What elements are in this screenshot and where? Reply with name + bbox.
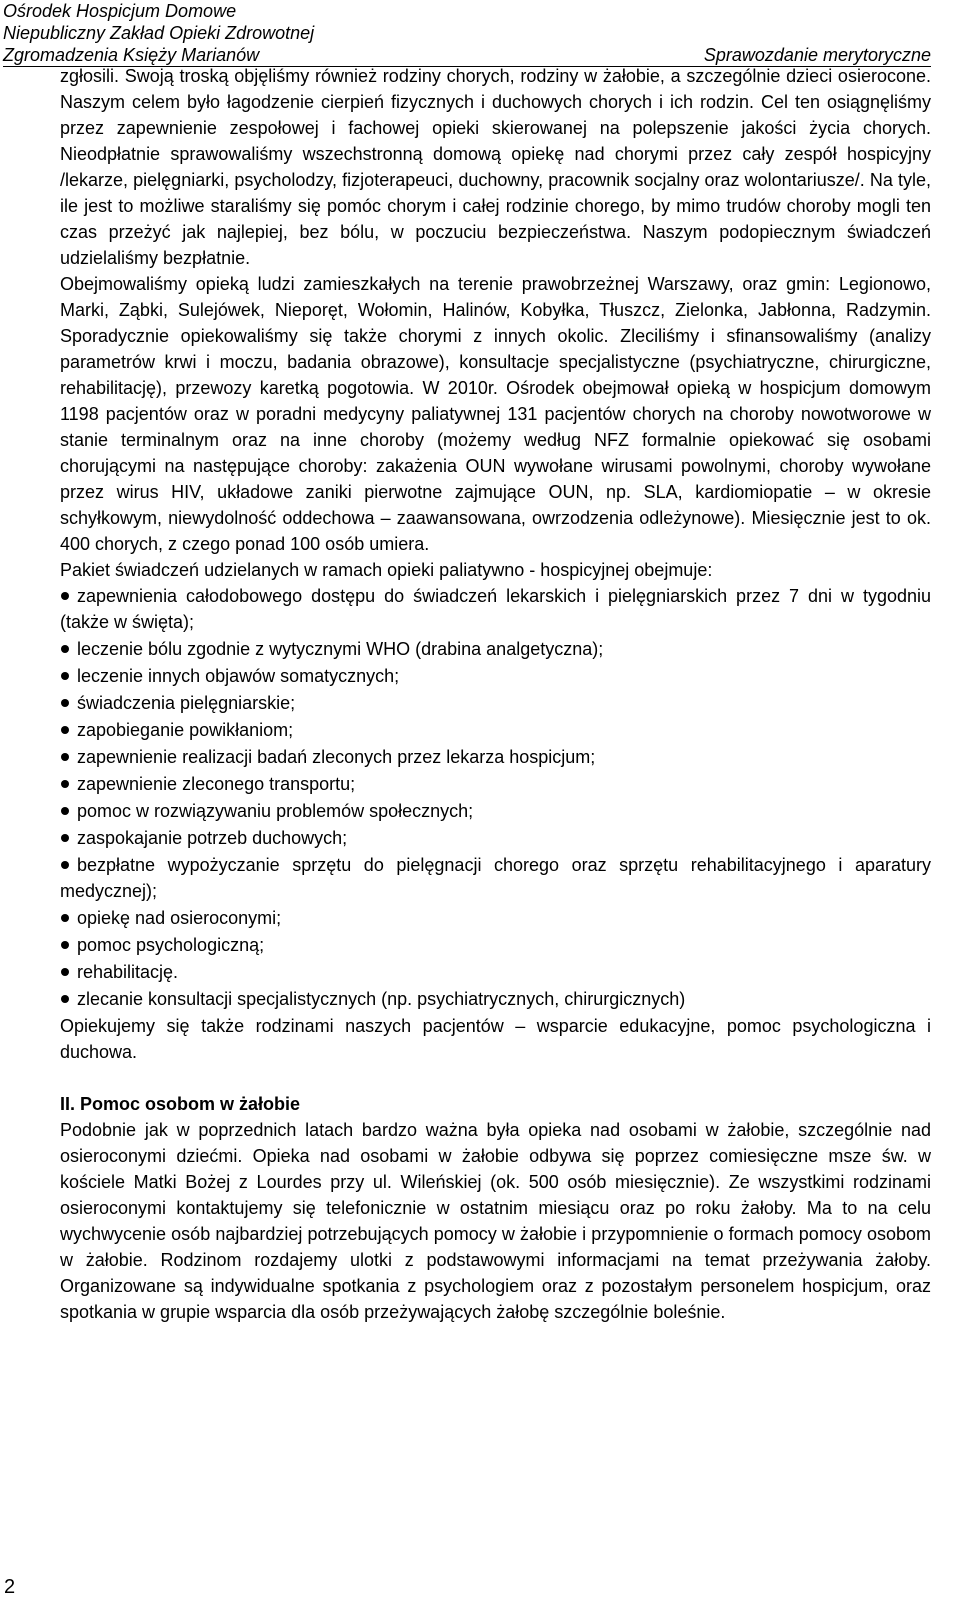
list-item: [60, 690, 931, 716]
list-item-text: zapewnienia całodobowego dostępu do świadczeń lekarskich i pielęgniarskich przez 7 dni w tygodniu (także w święta);: [60, 586, 931, 632]
bullet-icon: [61, 780, 69, 788]
bullet-icon: [61, 807, 69, 815]
page-number: 2: [4, 1576, 16, 1598]
list-item: [60, 959, 931, 985]
list-item: [60, 744, 931, 770]
bullet-icon: [61, 861, 69, 869]
paragraph-coverage: Obejmowaliśmy opieką ludzi zamieszkałych na terenie prawobrzeżnej Warszawy, oraz gmin: Legionowo, Marki, Ząbki, Sulejówek, Nieporęt, Wołomin, Halinów, Kobyłka, Tłuszcz, Zielonka, Jabłonna, Radzymin. Sporadycznie opiekowaliśmy się także chorymi z innych okolic. Zleciliśmy i sfinansowaliśmy (analizy parametrów krwi i moczu, badania obrazowe), konsultacje specjalistyczne (psychiatryczne, chirurgiczne, rehabilitację), przewozy karetką pogotowia. W 2010r. Ośrodek obejmował opieką w hospicjum domowym 1198 pacjentów oraz w poradni medycyny paliatywnej 131 pacjentów chorych na choroby nowotworowe w stanie terminalnym oraz na inne choroby (możemy według NFZ formalnie opiekować się osobami chorującymi na następujące choroby: zakażenia OUN wywołane wirusami powolnymi, choroby wywołane przez wirus HIV, układowe zaniki pierwotne zajmujące OUN, np. SLA, kardiomiopatie – w okresie schyłkowym, niewydolność oddechowa – zaawansowana, owrzodzenia odleżynowe). Miesięcznie jest to ok. 400 chorych, z czego ponad 100 osób umiera.: [60, 274, 931, 554]
bullet-icon: [61, 592, 69, 600]
list-item-text: leczenie bólu zgodnie z wytycznymi WHO (drabina analgetyczna);: [77, 639, 604, 659]
bullet-icon: [61, 968, 69, 976]
bullet-icon: [61, 672, 69, 680]
list-item-text: zlecanie konsultacji specjalistycznych (np. psychiatrycznych, chirurgicznych): [77, 989, 686, 1009]
list-item: [60, 771, 931, 797]
list-item-text: leczenie innych objawów somatycznych;: [77, 666, 400, 686]
list-item-text: zapewnienie zleconego transportu;: [77, 774, 356, 794]
list-item-text: zaspokajanie potrzeb duchowych;: [77, 828, 348, 848]
list-item: [60, 825, 931, 851]
list-item: [60, 905, 931, 931]
list-item-text: opiekę nad osieroconymi;: [77, 908, 282, 928]
services-list: [60, 583, 931, 1012]
header-organization-type: Niepubliczny Zakład Opieki Zdrowotnej: [3, 23, 315, 43]
paragraph-bereavement: Podobnie jak w poprzednich latach bardzo ważna była opieka nad osobami w żałobie, szczególnie nad osieroconymi dziećmi. Opieka nad osobami w żałobie odbywa się poprzez comiesięczne msze św. w kościele Matki Bożej z Lourdes przy ul. Wileńskiej (ok. 500 osób miesięcznie). Ze wszystkimi rodzinami osieroconymi kontaktujemy się telefonicznie w ostatnim miesiącu oraz po roku żałoby. Ma to na celu wychwycenie osób najbardziej potrzebujących pomocy w żałobie i przypomnienie o formach pomocy osobom w żałobie. Rodzinom rozdajemy ulotki z podstawowymi informacjami na temat przeżywania żałoby. Organizowane są indywidualne spotkania z psychologiem oraz z pozostałym personelem hospicjum, oraz spotkania w grupie wsparcia dla osób przeżywających żałobę szczególnie boleśnie.: [60, 1120, 931, 1322]
bullet-icon: [61, 726, 69, 734]
bullet-icon: [61, 834, 69, 842]
list-item-text: pomoc w rozwiązywaniu problemów społecznych;: [77, 801, 474, 821]
list-item-text: świadczenia pielęgniarskie;: [77, 693, 296, 713]
paragraph-intro: zgłosili. Swoją troską objęliśmy również rodziny chorych, rodziny w żałobie, a szczególnie dzieci osierocone. Naszym celem było łagodzenie cierpień fizycznych i duchowych chorych i ich rodzin. Cel ten osiągnęliśmy przez zapewnienie zespołowej i fachowej opieki skierowanej na polepszenie jakości życia chorych. Nieodpłatnie sprawowaliśmy wszechstronną domową opiekę nad chorymi przez cały zespół hospicyjny /lekarze, pielęgniarki, psycholodzy, fizjoterapeuci, duchowny, pracownik socjalny oraz wolontariusze/. Na tyle, ile jest to możliwe staraliśmy się pomóc chorym i całej rodzinie chorego, by mimo trudów choroby mogli ten czas przeżyć jak najlepiej, bez bólu, w poczuciu bezpieczeństwa. Naszym podopiecznym świadczeń udzielaliśmy bezpłatnie.: [60, 66, 931, 268]
bullet-icon: [61, 699, 69, 707]
list-item: [60, 717, 931, 743]
list-item-text: bezpłatne wypożyczanie sprzętu do pielęgnacji chorego oraz sprzętu rehabilitacyjnego i aparatury medycznej);: [60, 855, 931, 901]
list-item: [60, 852, 931, 904]
bullet-icon: [61, 941, 69, 949]
bullet-icon: [61, 753, 69, 761]
section-heading-bereavement: II. Pomoc osobom w żałobie: [60, 1094, 301, 1114]
list-item-text: zapewnienie realizacji badań zleconych przez lekarza hospicjum;: [77, 747, 596, 767]
paragraph-family-support: Opiekujemy się także rodzinami naszych pacjentów – wsparcie edukacyjne, pomoc psychologiczna i duchowa.: [60, 1016, 931, 1062]
list-item: [60, 583, 931, 635]
header-congregation: Zgromadzenia Księży Marianów: [3, 45, 260, 65]
paragraph-services-lead: Pakiet świadczeń udzielanych w ramach opieki paliatywno - hospicyjnej obejmuje:: [60, 560, 713, 580]
bullet-icon: [61, 645, 69, 653]
header-document-title: Sprawozdanie merytoryczne: [703, 45, 931, 65]
list-item-text: zapobieganie powikłaniom;: [77, 720, 294, 740]
page-header: [3, 0, 931, 67]
list-item: [60, 798, 931, 824]
list-item: [60, 663, 931, 689]
list-item-text: pomoc psychologiczną;: [77, 935, 265, 955]
list-item-text: rehabilitację.: [77, 962, 179, 982]
header-organization-name: Ośrodek Hospicjum Domowe: [3, 1, 237, 21]
bullet-icon: [61, 914, 69, 922]
document-body: [60, 63, 931, 1325]
list-item: [60, 636, 931, 662]
list-item: [60, 986, 931, 1012]
bullet-icon: [61, 995, 69, 1003]
list-item: [60, 932, 931, 958]
